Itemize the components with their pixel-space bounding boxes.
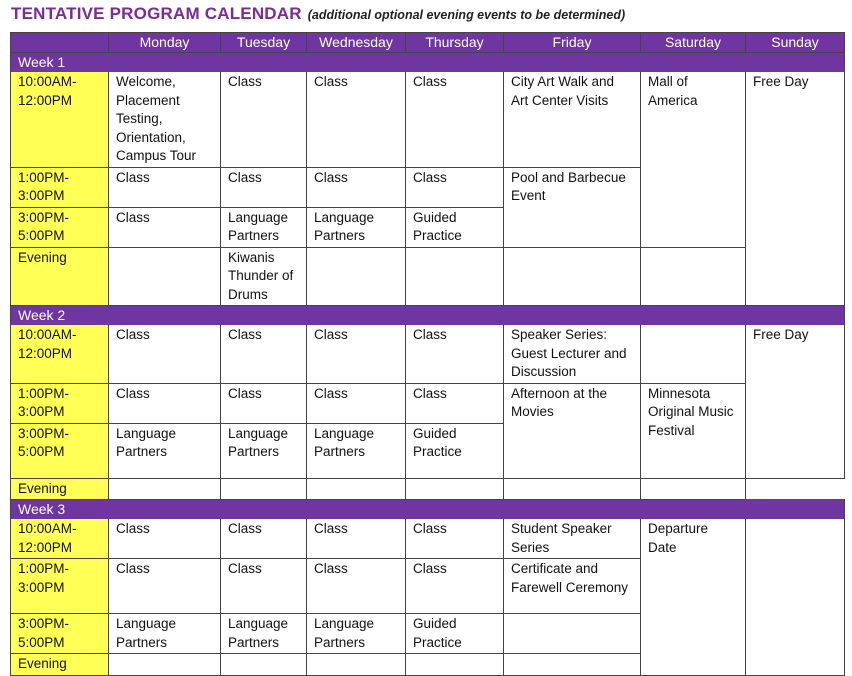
time-row xyxy=(11,383,845,423)
cell-wednesday: Class xyxy=(307,72,406,168)
cell-tuesday: Class xyxy=(221,383,307,423)
title-main: TENTATIVE PROGRAM CALENDAR xyxy=(11,4,302,23)
cell-monday xyxy=(109,654,221,676)
cell-thursday xyxy=(406,478,504,500)
cell-friday xyxy=(504,247,641,306)
program-calendar-table xyxy=(10,32,845,676)
cell-monday: Language Partners xyxy=(109,614,221,654)
week-row xyxy=(11,53,845,72)
cell-monday: Language Partners xyxy=(109,423,221,478)
cell-monday: Class xyxy=(109,559,221,614)
cell-tuesday: Class xyxy=(221,167,307,207)
cell-saturday: Minnesota Original Music Festival xyxy=(641,383,746,478)
cell-wednesday xyxy=(307,247,406,306)
cell-tuesday: Language Partners xyxy=(221,207,307,247)
time-slot: 10:00AM-12:00PM xyxy=(11,72,109,168)
week-label: Week 2 xyxy=(11,306,845,325)
time-slot: 1:00PM-3:00PM xyxy=(11,559,109,614)
header-sunday: Sunday xyxy=(746,33,845,53)
cell-friday: Pool and Barbecue Event xyxy=(504,167,641,247)
cell-monday: Class xyxy=(109,207,221,247)
time-slot: 10:00AM-12:00PM xyxy=(11,519,109,559)
cell-thursday: Guided Practice xyxy=(406,423,504,478)
header-thursday: Thursday xyxy=(406,33,504,53)
cell-wednesday: Class xyxy=(307,167,406,207)
time-slot: 3:00PM-5:00PM xyxy=(11,207,109,247)
cell-monday xyxy=(109,478,221,500)
time-slot: Evening xyxy=(11,247,109,306)
cell-friday xyxy=(504,654,641,676)
cell-thursday: Class xyxy=(406,519,504,559)
cell-tuesday xyxy=(221,654,307,676)
cell-wednesday: Language Partners xyxy=(307,207,406,247)
cell-wednesday: Class xyxy=(307,383,406,423)
cell-sunday xyxy=(746,519,845,676)
cell-wednesday: Class xyxy=(307,519,406,559)
cell-thursday: Class xyxy=(406,325,504,384)
cell-saturday: Departure Date xyxy=(641,519,746,676)
cell-tuesday: Class xyxy=(221,325,307,384)
cell-monday: Class xyxy=(109,167,221,207)
cell-tuesday: Language Partners xyxy=(221,423,307,478)
cell-thursday: Class xyxy=(406,383,504,423)
header-wednesday: Wednesday xyxy=(307,33,406,53)
cell-thursday: Guided Practice xyxy=(406,614,504,654)
week-row xyxy=(11,500,845,519)
cell-saturday: Mall of America xyxy=(641,72,746,248)
cell-thursday: Class xyxy=(406,72,504,168)
cell-friday: Certificate and Farewell Ceremony xyxy=(504,559,641,614)
cell-saturday xyxy=(641,247,746,306)
cell-thursday xyxy=(406,654,504,676)
cell-friday: City Art Walk and Art Center Visits xyxy=(504,72,641,168)
cell-wednesday: Language Partners xyxy=(307,614,406,654)
title-subtitle: (additional optional evening events to be determined) xyxy=(307,8,626,22)
time-row xyxy=(11,478,845,500)
header-row xyxy=(11,33,845,53)
time-slot: 10:00AM-12:00PM xyxy=(11,325,109,384)
time-slot: Evening xyxy=(11,478,109,500)
cell-wednesday: Class xyxy=(307,559,406,614)
cell-friday: Speaker Series: Guest Lecturer and Discussion xyxy=(504,325,641,384)
cell-tuesday: Kiwanis Thunder of Drums xyxy=(221,247,307,306)
time-slot: 1:00PM-3:00PM xyxy=(11,167,109,207)
cell-monday: Welcome, Placement Testing, Orientation, Campus Tour xyxy=(109,72,221,168)
time-row xyxy=(11,72,845,168)
time-row xyxy=(11,247,845,306)
header-corner xyxy=(11,33,109,53)
cell-friday: Afternoon at the Movies xyxy=(504,383,641,478)
cell-friday: Student Speaker Series xyxy=(504,519,641,559)
cell-tuesday xyxy=(221,478,307,500)
cell-saturday xyxy=(641,325,746,384)
cell-wednesday xyxy=(307,478,406,500)
cell-sunday: Free Day xyxy=(746,325,845,479)
time-slot: 1:00PM-3:00PM xyxy=(11,383,109,423)
time-row xyxy=(11,325,845,384)
cell-monday: Class xyxy=(109,519,221,559)
cell-tuesday: Language Partners xyxy=(221,614,307,654)
cell-wednesday xyxy=(307,654,406,676)
week-label: Week 3 xyxy=(11,500,845,519)
time-row xyxy=(11,519,845,559)
header-saturday: Saturday xyxy=(641,33,746,53)
cell-friday xyxy=(504,478,641,500)
cell-monday: Class xyxy=(109,383,221,423)
week-label: Week 1 xyxy=(11,53,845,72)
cell-thursday: Guided Practice xyxy=(406,207,504,247)
cell-wednesday: Class xyxy=(307,325,406,384)
cell-thursday: Class xyxy=(406,559,504,614)
header-monday: Monday xyxy=(109,33,221,53)
time-slot: 3:00PM-5:00PM xyxy=(11,614,109,654)
cell-tuesday: Class xyxy=(221,72,307,168)
time-slot: Evening xyxy=(11,654,109,676)
cell-monday: Class xyxy=(109,325,221,384)
cell-wednesday: Language Partners xyxy=(307,423,406,478)
header-tuesday: Tuesday xyxy=(221,33,307,53)
cell-tuesday: Class xyxy=(221,519,307,559)
cell-thursday: Class xyxy=(406,167,504,207)
cell-thursday xyxy=(406,247,504,306)
cell-monday xyxy=(109,247,221,306)
cell-tuesday: Class xyxy=(221,559,307,614)
cell-saturday xyxy=(641,478,746,500)
cell-sunday: Free Day xyxy=(746,72,845,306)
time-slot: 3:00PM-5:00PM xyxy=(11,423,109,478)
header-friday: Friday xyxy=(504,33,641,53)
week-row xyxy=(11,306,845,325)
page-title xyxy=(11,4,625,28)
cell-friday xyxy=(504,614,641,654)
